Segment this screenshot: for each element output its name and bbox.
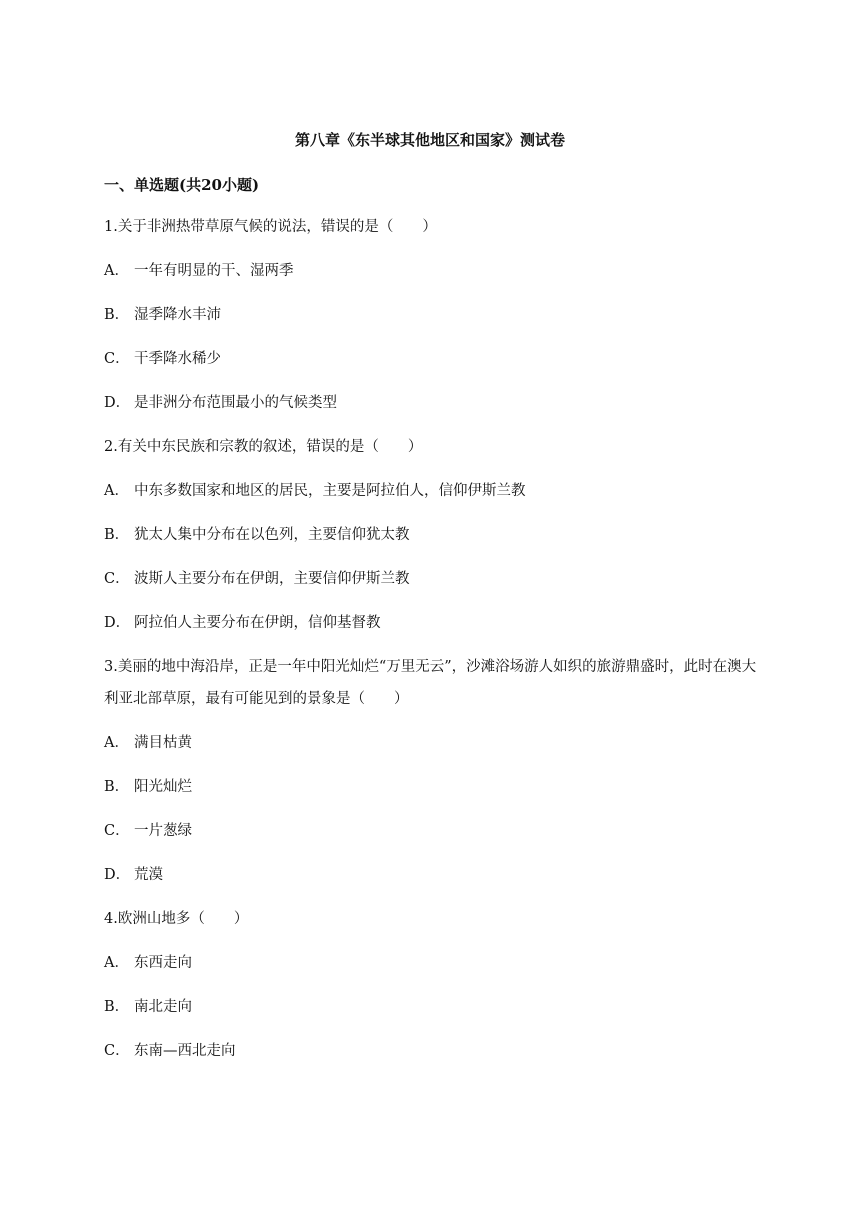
option-letter: A． [104,263,129,279]
answer-option [104,525,764,545]
answer-option [104,997,764,1017]
answer-option [104,569,764,589]
option-letter: B． [104,307,130,323]
answer-option [104,349,764,369]
option-text: 南北走向 [134,999,192,1015]
option-letter: A． [104,735,129,751]
answer-option [104,481,764,501]
option-text: 中东多数国家和地区的居民，主要是阿拉伯人，信仰伊斯兰教 [134,483,526,499]
question-stem: 2.有关中东民族和宗教的叙述，错误的是（ ） [104,439,423,455]
option-letter: A． [104,483,129,499]
option-text: 阳光灿烂 [134,779,192,795]
option-text: 波斯人主要分布在伊朗，主要信仰伊斯兰教 [134,571,410,587]
option-letter: B． [104,527,130,543]
section-heading: 一、单选题(共20小题) [104,176,260,194]
option-letter: C． [104,571,130,587]
option-letter: A． [104,955,129,971]
answer-option [104,865,764,885]
question-stem: 4.欧洲山地多（ ） [104,911,249,927]
option-letter: D． [104,867,131,883]
option-letter: C． [104,351,130,367]
option-text: 东南—西北走向 [134,1043,236,1059]
answer-option [104,821,764,841]
option-letter: D． [104,615,131,631]
answer-option [104,777,764,797]
option-text: 东西走向 [134,955,192,971]
answer-option [104,733,764,753]
option-text: 湿季降水丰沛 [134,307,221,323]
option-text: 一年有明显的干、湿两季 [134,263,294,279]
option-text: 犹太人集中分布在以色列，主要信仰犹太教 [134,527,410,543]
option-text: 干季降水稀少 [134,351,221,367]
option-letter: C． [104,1043,130,1059]
question-stem: 3.美丽的地中海沿岸，正是一年中阳光灿烂“万里无云”，沙滩浴场游人如织的旅游鼎盛时，此时在澳大利亚北部草原，最有可能见到的景象是（ ） [104,659,757,707]
answer-option [104,261,764,281]
option-letter: C． [104,823,130,839]
option-letter: B． [104,779,130,795]
answer-option [104,613,764,633]
option-text: 是非洲分布范围最小的气候类型 [134,395,337,411]
option-text: 阿拉伯人主要分布在伊朗，信仰基督教 [134,615,381,631]
question-list [104,217,764,1085]
option-text: 一片葱绿 [134,823,192,839]
option-text: 满目枯黄 [134,735,192,751]
answer-option [104,305,764,325]
page-title: 第八章《东半球其他地区和国家》测试卷 [294,131,565,149]
answer-option [104,1041,764,1061]
option-letter: D． [104,395,131,411]
answer-option [104,393,764,413]
answer-option [104,953,764,973]
option-text: 荒漠 [134,867,163,883]
question-stem: 1.关于非洲热带草原气候的说法，错误的是（ ） [104,219,437,235]
option-letter: B． [104,999,130,1015]
